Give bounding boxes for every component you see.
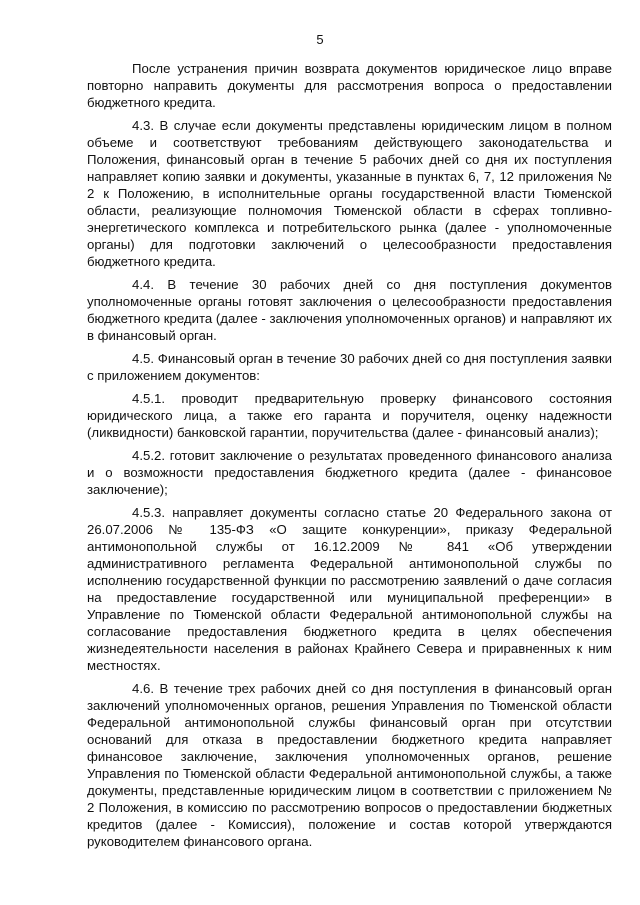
- paragraph-4-3: 4.3. В случае если документы представлены юридическим лицом в полном объеме и соответствуют требованиям действующего законодательства и Положения, финансовый орган в течение 5 рабочих дней со дня их поступления направляет копию заявки и документы, указанные в пунктах 6, 7, 12 приложения № 2 к Положению, в исполнительные органы государственной власти Тюменской области, реализующие полномочия Тюменской области в сферах топливно-энергетического комплекса и потребительского рынка (далее - уполномоченные органы) для подготовки заключений о целесообразности предоставления бюджетного кредита.: [87, 118, 612, 269]
- paragraph-4-5-2: 4.5.2. готовит заключение о результатах проведенного финансового анализа и о возможности предоставления бюджетного кредита (далее - финансовое заключение);: [87, 448, 612, 497]
- paragraph-4-4: 4.4. В течение 30 рабочих дней со дня поступления документов уполномоченные органы готовят заключения о целесообразности предоставления бюджетного кредита (далее - заключения уполномоченных органов) и направляют их в финансовый орган.: [87, 277, 612, 343]
- page-number: 5: [316, 32, 324, 47]
- paragraph-return-documents: После устранения причин возврата документов юридическое лицо вправе повторно направить документы для рассмотрения вопроса о предоставлении бюджетного кредита.: [87, 61, 612, 110]
- paragraph-4-5-3: 4.5.3. направляет документы согласно статье 20 Федерального закона от 26.07.2006 № 135-ФЗ «О защите конкуренции», приказу Федеральной антимонопольной службы от 16.12.2009 № 841 «Об утверждении административного регламента Федеральной антимонопольной службы по исполнению государственной функции по рассмотрению заявлений о даче согласия на предоставление государственной или муниципальной преференции» в Управление по Тюменской области Федеральной антимонопольной службы на согласование предоставления бюджетного кредита в целях обеспечения жизнедеятельности населения в районах Крайнего Севера и приравненных к ним местностях.: [87, 505, 612, 673]
- paragraph-4-6: 4.6. В течение трех рабочих дней со дня поступления в финансовый орган заключений уполномоченных органов, решения Управления по Тюменской области Федеральной антимонопольной службы финансовый орган при отсутствии оснований для отказа в предоставлении бюджетного кредита направляет финансовое заключение, заключения уполномоченных органов, решение Управления по Тюменской области Федеральной антимонопольной службы, а также документы, представленные юридическим лицом в соответствии с приложением № 2 Положения, в комиссию по рассмотрению вопросов о предоставлении бюджетных кредитов (далее - Комиссия), положение и состав которой утверждаются руководителем финансового органа.: [87, 681, 612, 849]
- document-body: [87, 60, 612, 856]
- paragraph-4-5-1: 4.5.1. проводит предварительную проверку финансового состояния юридического лица, а также его гаранта и поручителя, оценку надежности (ликвидности) банковской гарантии, поручительства (далее - финансовый анализ);: [87, 391, 612, 440]
- paragraph-4-5: 4.5. Финансовый орган в течение 30 рабочих дней со дня поступления заявки с приложением документов:: [87, 351, 612, 383]
